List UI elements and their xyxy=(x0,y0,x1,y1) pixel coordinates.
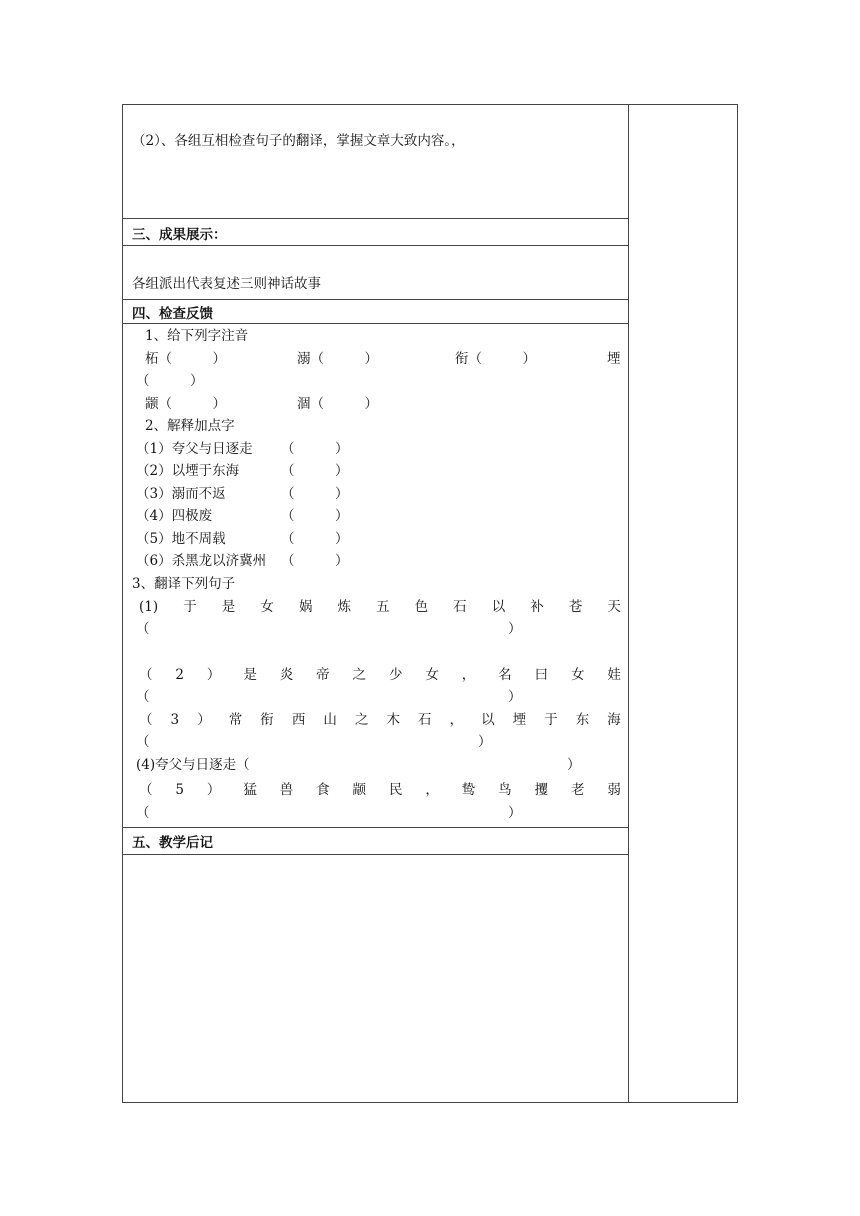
answer-close: ） xyxy=(508,805,522,821)
q2-item: （5）地不周载 xyxy=(136,531,226,547)
sec2-line: （2）、各组互相检查句子的翻译，掌握文章大致内容。， xyxy=(132,133,465,149)
q1-item: 颛（ ） xyxy=(145,396,226,412)
notes-column xyxy=(628,105,629,1102)
q1-item: 衔（ ） xyxy=(455,351,536,367)
q1-item: 涸（ ） xyxy=(297,396,378,412)
lesson-table xyxy=(122,104,738,1103)
q1-item: 堙 xyxy=(607,351,621,367)
q3-sentence-1: (1) 于 是 女 娲 炼 五 色 石 以 补 苍 天 xyxy=(139,599,621,615)
sec3-text: 各组派出代表复述三则神话故事 xyxy=(132,276,321,292)
q2-blank: （ ） xyxy=(281,553,349,569)
answer-open: （ xyxy=(136,621,150,637)
sec5-heading: 五、教学后记 xyxy=(132,835,213,851)
divider xyxy=(123,827,628,828)
sec3-heading: 三、成果展示： xyxy=(132,227,227,243)
q2-item: （4）四极废 xyxy=(136,508,213,524)
divider xyxy=(123,299,628,300)
answer-close: ） xyxy=(478,734,492,750)
answer-close: ） xyxy=(508,689,522,705)
q2-blank: （ ） xyxy=(281,486,349,502)
q2-item: （3）溺而不返 xyxy=(136,486,226,502)
divider xyxy=(123,323,628,324)
q2-blank: （ ） xyxy=(281,508,349,524)
q2-title: 2、解释加点字 xyxy=(145,418,235,434)
q3-sentence-2: （ 2 ） 是 炎 帝 之 少 女 ， 名 曰 女 娃 xyxy=(139,667,621,683)
divider xyxy=(123,245,628,246)
answer-open: （ xyxy=(136,805,150,821)
q3-sentence-4: (4)夸父与日逐走（ xyxy=(136,757,250,773)
q3-title: 3、翻译下列句子 xyxy=(132,576,236,592)
sec4-heading: 四、检查反馈 xyxy=(132,306,213,322)
q2-blank: （ ） xyxy=(281,463,349,479)
q1-item: 溺（ ） xyxy=(297,351,378,367)
q2-item: （2）以堙于东海 xyxy=(136,463,240,479)
q3-sentence-5: （ 5 ） 猛 兽 食 颛 民 ， 鸷 鸟 攫 老 弱 xyxy=(139,782,621,798)
divider xyxy=(123,218,628,219)
answer-open: （ xyxy=(136,689,150,705)
divider xyxy=(123,854,628,855)
q3-sentence-3: （ 3 ） 常 衔 西 山 之 木 石 ， 以 堙 于 东 海 xyxy=(139,712,621,728)
q1-title: 1、给下列字注音 xyxy=(145,328,249,344)
answer-open: （ xyxy=(136,734,150,750)
q1-item: 柘（ ） xyxy=(145,351,226,367)
q2-blank: （ ） xyxy=(281,441,349,457)
q2-blank: （ ） xyxy=(281,531,349,547)
q2-item: （1）夸父与日逐走 xyxy=(136,441,253,457)
q2-item: （6）杀黑龙以济冀州 xyxy=(136,553,267,569)
answer-close: ） xyxy=(508,621,522,637)
q1-item: （ ） xyxy=(136,373,204,389)
answer-close: ） xyxy=(567,757,581,773)
